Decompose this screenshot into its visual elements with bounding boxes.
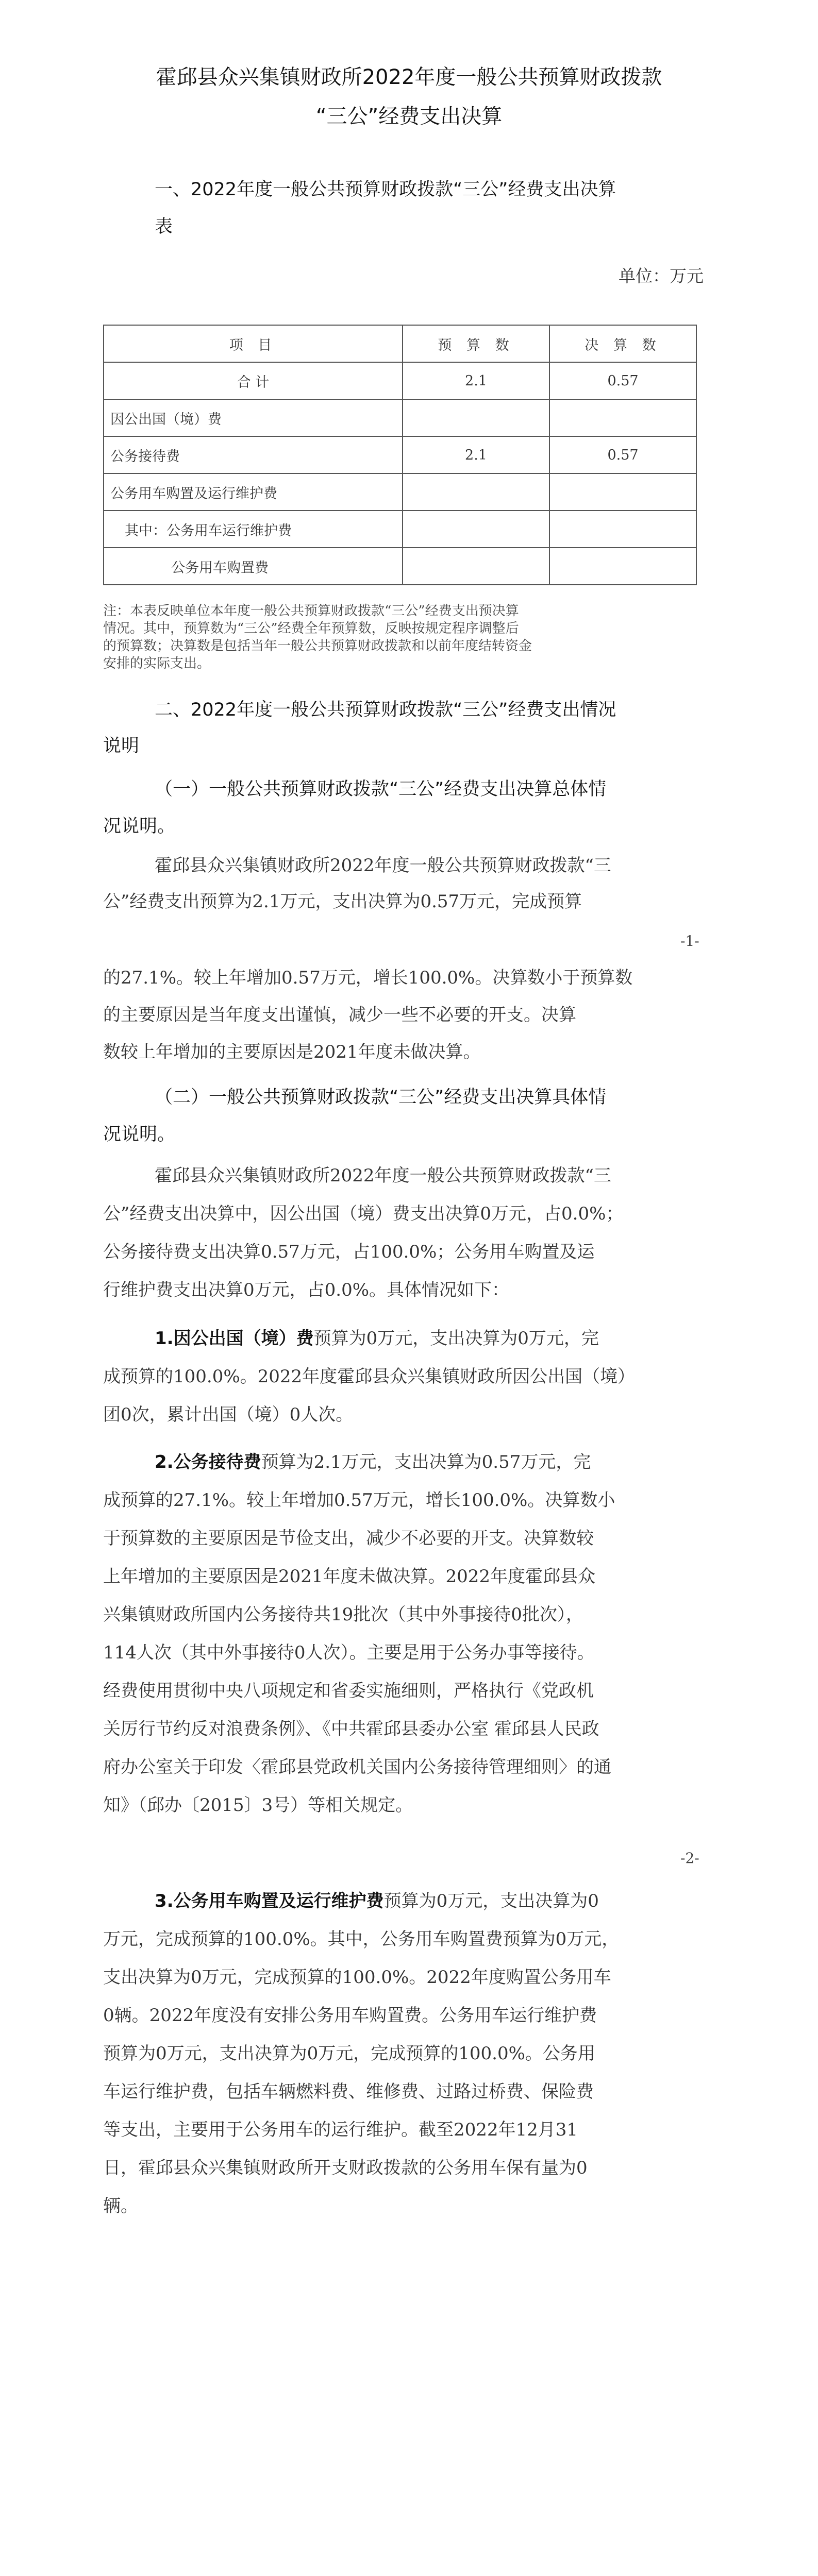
table-row (104, 362, 696, 399)
table-row (104, 548, 696, 585)
table-note-line: 安排的实际支出。 (103, 656, 211, 671)
table-cell-item: 公务接待费 (104, 436, 403, 473)
table-row (104, 473, 696, 511)
paragraph-line: 霍邱县众兴集镇财政所2022年度一般公共预算财政拨款“三 (155, 1165, 611, 1186)
paragraph-line: 辆。 (103, 2196, 138, 2216)
table-row (104, 511, 696, 548)
section1-heading-cont: 表 (155, 216, 173, 237)
paragraph-line: 关厉行节约反对浪费条例》、《中共霍邱县委办公室 霍邱县人民政 (103, 1719, 599, 1739)
table-header-budget: 预 算 数 (403, 325, 549, 362)
table-header-final: 决 算 数 (549, 325, 696, 362)
item2-text: 预算为2.1万元，支出决算为0.57万元，完 (261, 1452, 591, 1472)
section2-heading: 二、2022年度一般公共预算财政拨款“三公”经费支出情况 (155, 700, 616, 720)
item1-line (155, 1323, 599, 1354)
table-header-item: 项 目 (104, 325, 403, 362)
paragraph-line: 知》（邱办〔2015〕3号）等相关规定。 (103, 1795, 413, 1816)
paragraph-line: 公”经费支出决算中，因公出国（境）费支出决算0万元，占0.0%； (103, 1204, 624, 1224)
table-cell-budget (403, 511, 549, 548)
item3-line (155, 1886, 599, 1917)
paragraph-line: 114人次（其中外事接待0人次）。主要是用于公务办事等接待。 (103, 1642, 595, 1663)
item2-line (155, 1447, 591, 1478)
paragraph-line: 行维护费支出决算0万元，占0.0%。具体情况如下： (103, 1280, 510, 1300)
subsection2-heading: （二）一般公共预算财政拨款“三公”经费支出决算具体情 (155, 1087, 607, 1108)
table-cell-item: 因公出国（境）费 (104, 399, 403, 436)
table-note-line: 情况。其中，预算数为“三公”经费全年预算数，反映按规定程序调整后 (103, 621, 519, 636)
document-title-line2: “三公”经费支出决算 (315, 105, 503, 128)
item1-text: 预算为0万元，支出决算为0万元，完 (313, 1328, 599, 1349)
paragraph-line: 府办公室关于印发〈霍邱县党政机关国内公务接待管理细则〉的通 (103, 1757, 611, 1777)
table-cell-final (549, 473, 696, 511)
table-cell-final: 0.57 (549, 436, 696, 473)
table-row (104, 399, 696, 436)
paragraph-line: 等支出，主要用于公务用车的运行维护。截至2022年12月31 (103, 2120, 578, 2140)
table-cell-budget (403, 399, 549, 436)
table-cell-budget: 2.1 (403, 362, 549, 399)
table-row (104, 436, 696, 473)
subsection1-heading: （一）一般公共预算财政拨款“三公”经费支出决算总体情 (155, 779, 607, 800)
paragraph-line: 0辆。2022年度没有安排公务用车购置费。公务用车运行维护费 (103, 2005, 597, 2026)
table-note-line: 注：本表反映单位本年度一般公共预算财政拨款“三公”经费支出预决算 (103, 603, 519, 619)
table-note-line: 的预算数；决算数是包括当年一般公共预算财政拨款和以前年度结转资金 (103, 638, 532, 654)
paragraph-line: 上年增加的主要原因是2021年度未做决算。2022年度霍邱县众 (103, 1566, 596, 1587)
paragraph-line: 兴集镇财政所国内公务接待共19批次（其中外事接待0批次）， (103, 1604, 583, 1625)
item3-title: 3.公务用车购置及运行维护费 (155, 1891, 384, 1911)
table-cell-budget (403, 548, 549, 585)
paragraph-line: 的27.1%。较上年增加0.57万元，增长100.0%。决算数小于预算数 (103, 968, 633, 988)
table-cell-final (549, 399, 696, 436)
section2-heading-cont: 说明 (103, 736, 140, 756)
paragraph-line: 公务接待费支出决算0.57万元，占100.0%；公务用车购置及运 (103, 1242, 595, 1262)
sangong-expenditure-table (103, 325, 697, 585)
table-header-row (104, 325, 696, 362)
subsection2-heading-cont: 况说明。 (103, 1124, 176, 1145)
paragraph-line: 车运行维护费，包括车辆燃料费、维修费、过路过桥费、保险费 (103, 2081, 594, 2102)
paragraph-line: 团0次，累计出国（境）0人次。 (103, 1404, 354, 1425)
paragraph-line: 成预算的100.0%。2022年度霍邱县众兴集镇财政所因公出国（境） (103, 1366, 636, 1387)
table-cell-budget (403, 473, 549, 511)
paragraph-line: 的主要原因是当年度支出谨慎，减少一些不必要的开支。决算 (103, 1005, 576, 1025)
paragraph-line: 支出决算为0万元，完成预算的100.0%。2022年度购置公务用车 (103, 1967, 611, 1988)
page-number: -2- (680, 1850, 699, 1867)
table-cell-final (549, 548, 696, 585)
paragraph-line: 霍邱县众兴集镇财政所2022年度一般公共预算财政拨款“三 (155, 855, 611, 876)
item1-title: 1.因公出国（境）费 (155, 1328, 314, 1349)
section1-heading: 一、2022年度一般公共预算财政拨款“三公”经费支出决算 (155, 179, 616, 200)
paragraph-line: 经费使用贯彻中央八项规定和省委实施细则，严格执行《党政机 (103, 1681, 594, 1701)
table-cell-item: 其中：公务用车运行维护费 (104, 511, 403, 548)
paragraph-line: 万元，完成预算的100.0%。其中，公务用车购置费预算为0万元， (103, 1929, 620, 1950)
document-title-line1: 霍邱县众兴集镇财政所2022年度一般公共预算财政拨款 (156, 65, 662, 89)
paragraph-line: 预算为0万元，支出决算为0万元，完成预算的100.0%。公务用 (103, 2043, 595, 2064)
table-cell-final (549, 511, 696, 548)
table-cell-final: 0.57 (549, 362, 696, 399)
unit-label: 单位：万元 (619, 266, 704, 286)
item2-title: 2.公务接待费 (155, 1452, 261, 1472)
table-cell-budget: 2.1 (403, 436, 549, 473)
table-cell-item: 公务用车购置费 (104, 548, 403, 585)
paragraph-line: 公”经费支出预算为2.1万元，支出决算为0.57万元，完成预算 (103, 891, 582, 912)
paragraph-line: 于预算数的主要原因是节俭支出，减少不必要的开支。决算数较 (103, 1528, 594, 1549)
paragraph-line: 数较上年增加的主要原因是2021年度未做决算。 (103, 1042, 481, 1062)
item3-text: 预算为0万元，支出决算为0 (383, 1891, 599, 1911)
paragraph-line: 日，霍邱县众兴集镇财政所开支财政拨款的公务用车保有量为0 (103, 2158, 588, 2178)
table-cell-item: 公务用车购置及运行维护费 (104, 473, 403, 511)
paragraph-line: 成预算的27.1%。较上年增加0.57万元，增长100.0%。决算数小 (103, 1490, 615, 1511)
table-cell-item: 合 计 (104, 362, 403, 399)
page-number: -1- (680, 933, 699, 950)
subsection1-heading-cont: 况说明。 (103, 816, 176, 837)
